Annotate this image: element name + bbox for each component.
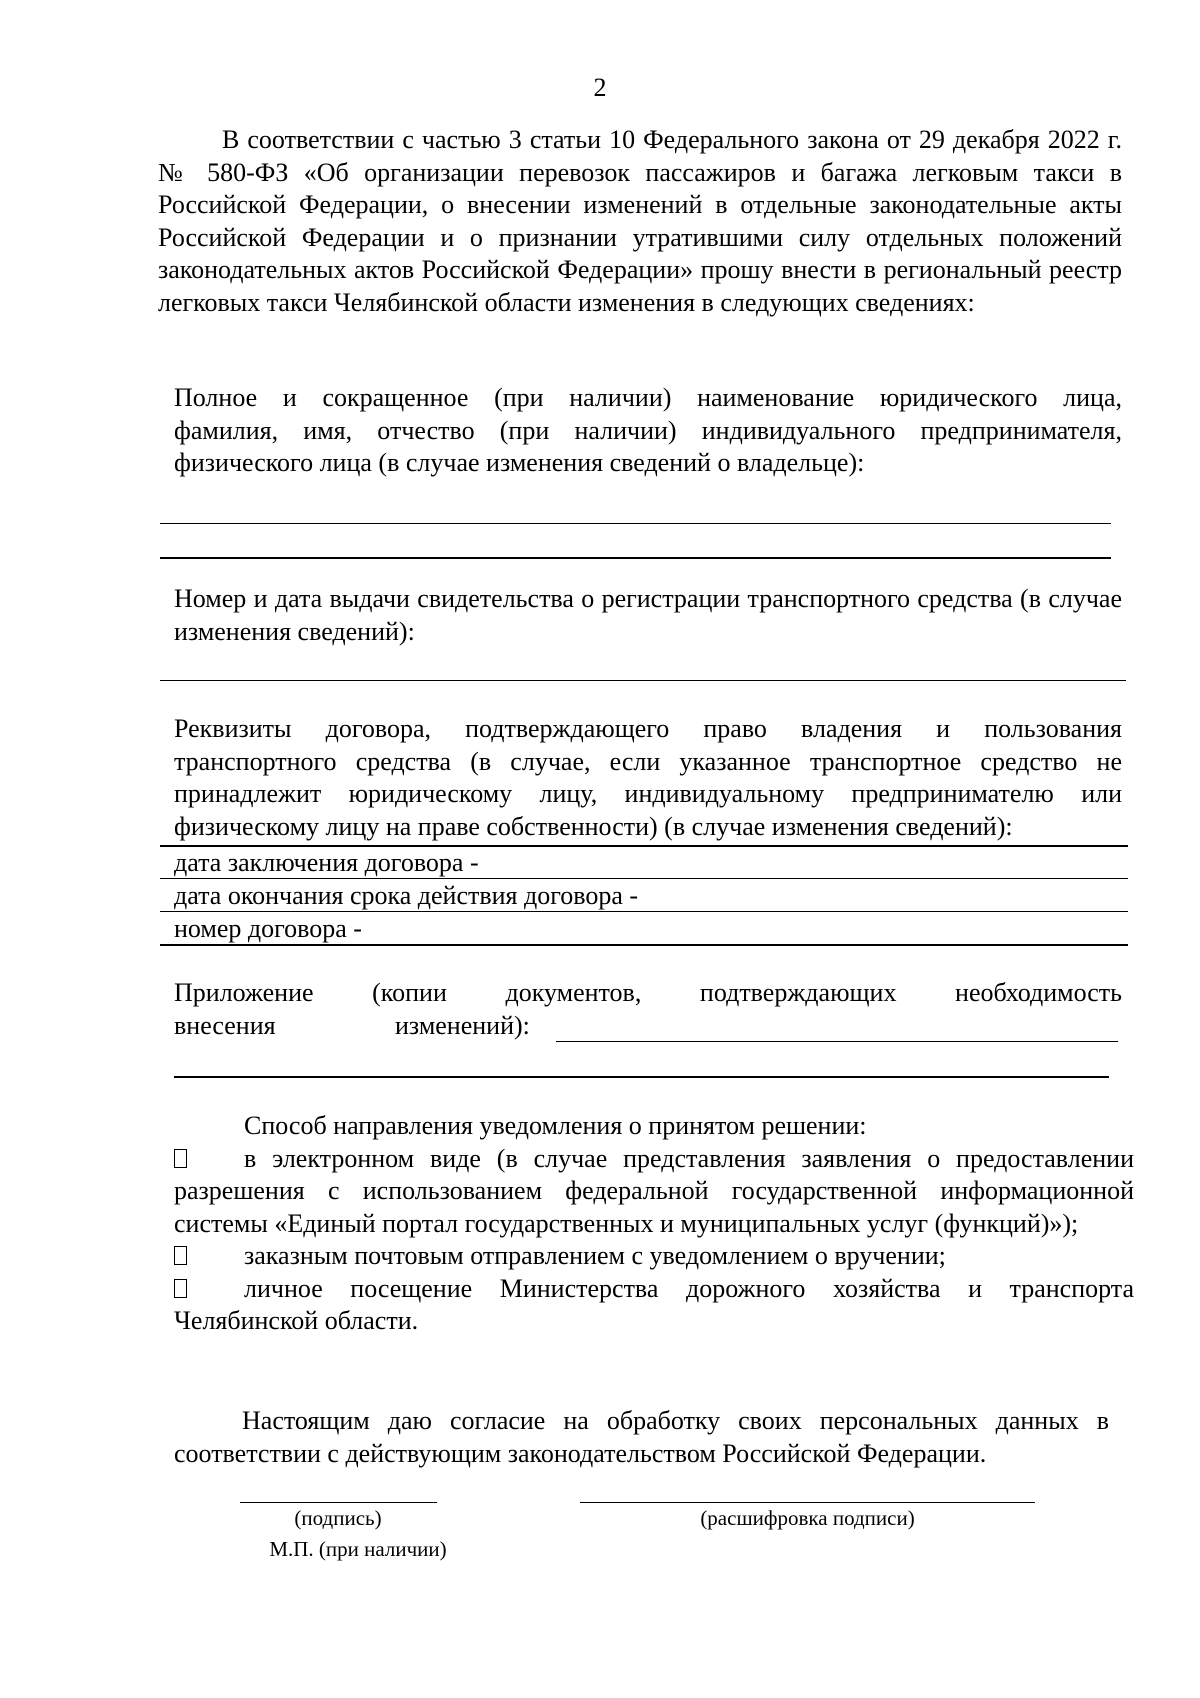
owner-section-label xyxy=(174,382,1122,480)
notification-option-visit xyxy=(174,1273,1134,1338)
contract-number-label: номер договора - xyxy=(174,914,362,943)
stamp-caption: М.П. (при наличии) xyxy=(269,1537,447,1561)
contract-date-end-label: дата окончания срока действия договора - xyxy=(174,881,639,910)
contract-date-concluded-label: дата заключения договора - xyxy=(174,848,479,877)
signature-decode-line[interactable] xyxy=(580,1502,1035,1503)
option-electronic-text: в электронном виде (в случае представления заявления о предоставлении разрешения с использованием федеральной государственной информационной системы «Единый портал государственных и муниципальных услуг (функций)»); xyxy=(174,1143,1134,1238)
notification-section xyxy=(174,1110,1134,1338)
owner-label-line-3: физического лица (в случае изменения сведений о владельце): xyxy=(174,448,865,477)
attachment-word-1: внесения xyxy=(174,1011,276,1040)
contract-date-end-field[interactable] xyxy=(160,911,1128,912)
checkbox-mail[interactable] xyxy=(174,1246,187,1265)
owner-label-line-1: Полное и сокращенное (при наличии) наименование юридического лица, xyxy=(174,383,1122,412)
notification-option-electronic xyxy=(174,1143,1134,1241)
checkbox-electronic[interactable] xyxy=(174,1149,187,1168)
intro-paragraph: В соответствии с частью 3 статьи 10 Федерального закона от 29 декабря 2022 г. № 580-ФЗ «Об организации перевозок пассажиров и багажа легковым такси в Российской Федерации, о внесении изменений в отдельные законодательные акты Российской Федерации и о признании утратившими силу отдельных положений законодательных актов Российской Федерации» прошу внести в региональный реестр легковых такси Челябинской области изменения в следующих сведениях: xyxy=(158,125,1122,317)
option-visit-text: личное посещение Министерства дорожного хозяйства и транспорта Челябинской области. xyxy=(174,1273,1134,1335)
signature-caption: (подпись) xyxy=(294,1506,382,1530)
attachment-fill-line-1[interactable] xyxy=(556,1041,1118,1042)
checkbox-visit[interactable] xyxy=(174,1279,187,1298)
option-mail-text: заказным почтовым отправлением с уведомлением о вручении; xyxy=(244,1241,946,1270)
notification-option-mail xyxy=(174,1240,1134,1273)
certificate-section-label: Номер и дата выдачи свидетельства о регистрации транспортного средства (в случае изменения сведений): xyxy=(174,584,1122,646)
owner-fill-line-1[interactable] xyxy=(160,523,1111,524)
attachment-fill-line-2[interactable] xyxy=(174,1076,1109,1078)
owner-fill-line-2[interactable] xyxy=(160,557,1111,559)
page-number: 2 xyxy=(593,73,607,102)
certificate-fill-line[interactable] xyxy=(160,680,1126,681)
notification-heading: Способ направления уведомления о принятом решении: xyxy=(244,1111,867,1140)
signature-line[interactable] xyxy=(240,1502,437,1503)
signature-decode-caption: (расшифровка подписи) xyxy=(700,1506,915,1530)
contract-section-label: Реквизиты договора, подтверждающего право владения и пользования транспортного средства (в случае, если указанное транспортное средство не принадлежит юридическому лицу, индивидуальному предпринимателю или физическому лицу на праве собственности) (в случае изменения сведений): xyxy=(174,714,1122,841)
attachment-label-line-1: Приложение (копии документов, подтверждающих необходимость xyxy=(174,978,1122,1007)
attachment-word-2: изменений): xyxy=(395,1011,530,1040)
contract-number-field[interactable] xyxy=(160,944,1128,946)
contract-date-concluded-field[interactable] xyxy=(160,878,1128,879)
consent-paragraph: Настоящим даю согласие на обработку своих персональных данных в соответствии с действующим законодательством Российской Федерации. xyxy=(174,1406,1109,1468)
owner-label-line-2: фамилия, имя, отчество (при наличии) индивидуального предпринимателя, xyxy=(174,415,1122,445)
